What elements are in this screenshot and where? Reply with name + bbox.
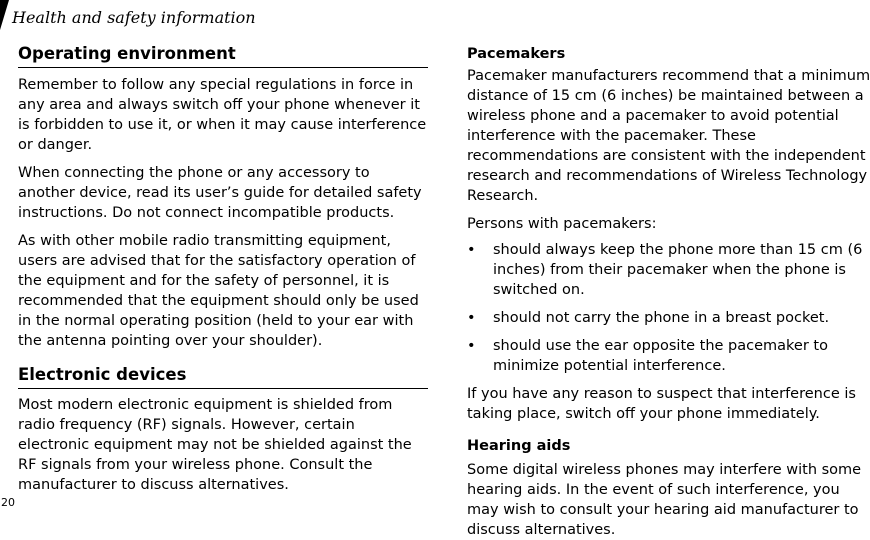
list-item-text: should not carry the phone in a breast pocket.: [493, 310, 830, 326]
hearing-aids-paragraph: Some digital wireless phones may interfere with some hearing aids. In the event of such interference, you may wish to consult your hearing aid manufacturer to discuss alternatives.: [467, 462, 862, 538]
operating-paragraph-2: When connecting the phone or any accessory to another device, read its user’s guide for detailed safety instructions. Do not connect incompatible products.: [18, 165, 422, 221]
list-item-text: should use the ear opposite the pacemaker to minimize potential interference.: [493, 338, 828, 374]
pacemakers-closing: If you have any reason to suspect that interference is taking place, switch off your phone immediately.: [467, 386, 856, 422]
left-column: [18, 44, 428, 495]
bullet-icon: •: [467, 242, 476, 258]
list-item: [467, 240, 870, 300]
page-header-title: Health and safety information: [12, 8, 256, 27]
operating-environment-heading: Operating environment: [18, 44, 428, 68]
header-accent-bar: [0, 0, 9, 30]
list-item: [467, 308, 870, 328]
pacemakers-heading: Pacemakers: [467, 46, 566, 62]
operating-paragraph-1: Remember to follow any special regulations in force in any area and always switch off your phone whenever it is forbidden to use it, or when it may cause interference or danger.: [18, 77, 427, 153]
bullet-icon: •: [467, 338, 476, 354]
list-item-text: should always keep the phone more than 15 cm (6 inches) from their pacemaker when the phone is switched on.: [493, 242, 863, 298]
page-number: 20: [1, 496, 15, 509]
list-item: [467, 336, 870, 376]
electronic-paragraph-1: Most modern electronic equipment is shielded from radio frequency (RF) signals. However, certain electronic equipment may not be shielded against the RF signals from your wireless phone. Consult the manufacturer to discuss alternatives.: [18, 397, 412, 493]
operating-paragraph-3: As with other mobile radio transmitting equipment, users are advised that for the satisfactory operation of the equipment and for the safety of personnel, it is recommended that the equipment should only be used in the normal operating position (held to your ear with the antenna pointing over your shoulder).: [18, 233, 419, 349]
pacemakers-paragraph: Pacemaker manufacturers recommend that a minimum distance of 15 cm (6 inches) be maintained between a wireless phone and a pacemaker to avoid potential interference with the pacemaker. These recommendations are consistent with the independent research and recommendations of Wireless Technology Research.: [467, 68, 870, 204]
hearing-aids-heading: Hearing aids: [467, 438, 571, 454]
electronic-devices-heading: Electronic devices: [18, 365, 428, 389]
pacemakers-intro: Persons with pacemakers:: [467, 216, 657, 232]
bullet-icon: •: [467, 310, 476, 326]
right-column: [467, 44, 870, 540]
pacemakers-bullet-list: [467, 240, 870, 376]
